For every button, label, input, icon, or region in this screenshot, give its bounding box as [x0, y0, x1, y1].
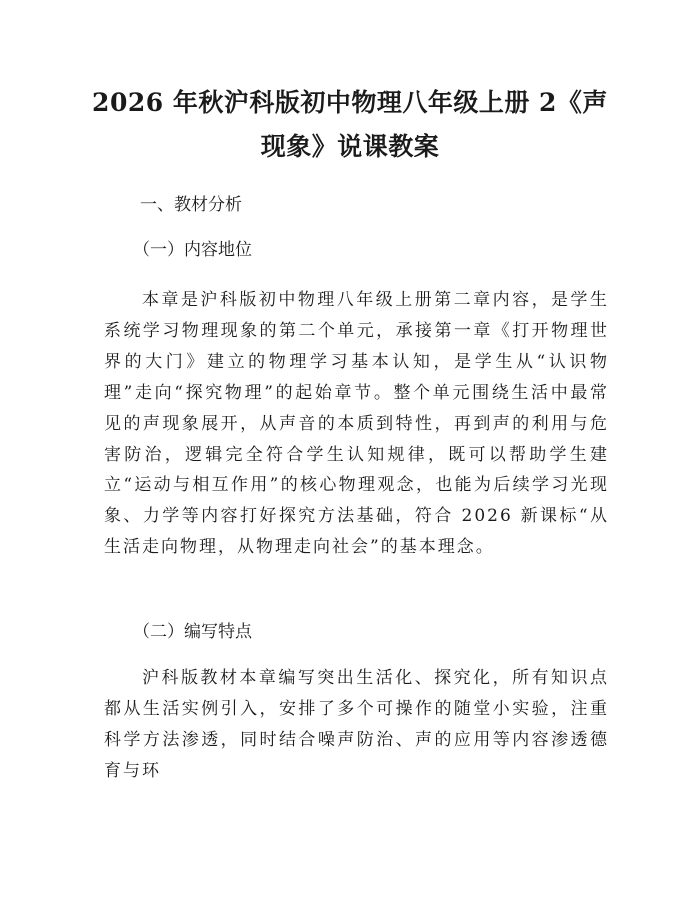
paragraph-writing-features: 沪科版教材本章编写突出生活化、探究化，所有知识点都从生活实例引入，安排了多个可操作的随堂小实验，注重科学方法渗透，同时结合噪声防治、声的应用等内容渗透德育与环: [104, 668, 609, 781]
document-title-line-2: 现象》说课教案: [260, 132, 440, 161]
document-title-line-1: 2026 年秋沪科版初中物理八年级上册 2《声: [92, 88, 608, 117]
section-heading-textbook-analysis: 一、教材分析: [140, 195, 242, 215]
paragraph-content-position: 本章是沪科版初中物理八年级上册第二章内容，是学生系统学习物理现象的第二个单元，承接第一章《打开物理世界的大门》建立的物理学习基本认知，是学生从“认识物理”走向“探究物理”的起始章节。整个单元围绕生活中最常见的声现象展开，从声音的本质到特性，再到声的利用与危害防治，逻辑完全符合学生认知规律，既可以帮助学生建立“运动与相互作用”的核心物理观念，也能为后续学习光现象、力学等内容打好探究方法基础，符合 2026 新课标“从生活走向物理，从物理走向社会”的基本理念。: [104, 290, 609, 558]
subsection-heading-writing-features: （二）编写特点: [133, 622, 252, 642]
subsection-heading-content-position: （一）内容地位: [133, 240, 252, 260]
